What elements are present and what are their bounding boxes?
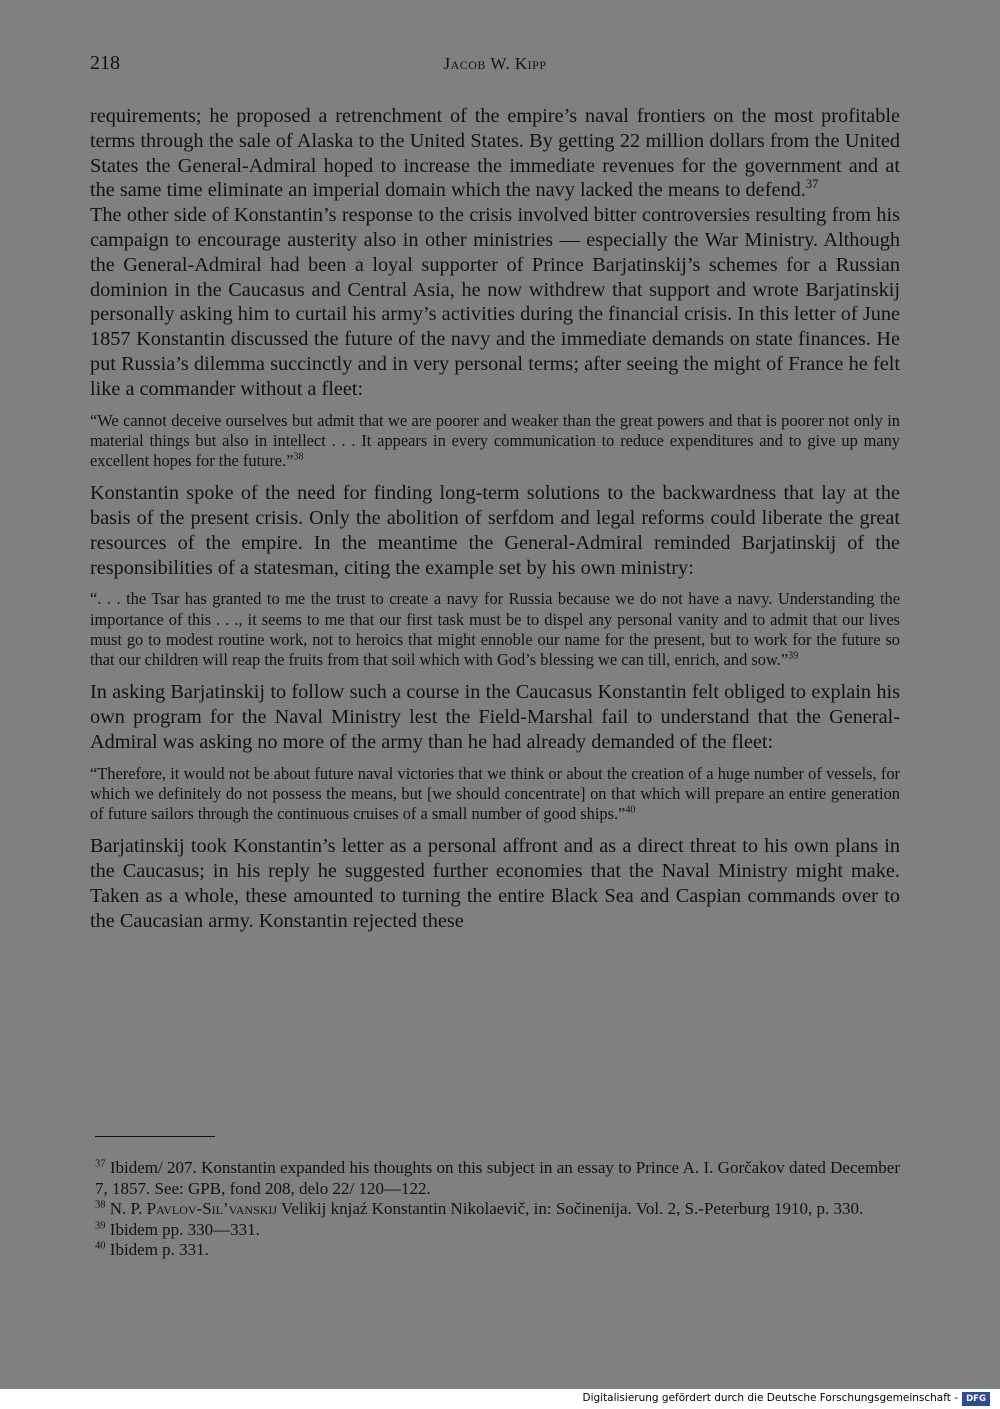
- footnote-rule: [95, 1136, 215, 1137]
- block-quote-1: [90, 411, 900, 472]
- paragraph-4: In asking Barjatinskij to follow such a course in the Caucasus Konstantin felt obliged to explain his own program for the Naval Ministry lest the Field-Marshal fail to understand that the General-Admiral was asking no more of the army than he had already demanded of the fleet:: [90, 681, 900, 753]
- footnotes: [95, 1158, 900, 1261]
- paragraph-3: Konstantin spoke of the need for finding long-term solutions to the backwardness that lay at the basis of the present crisis. Only the abolition of serfdom and legal reforms could liberate the great resources of the empire. In the meantime the General-Admiral reminded Barjatinskij of the responsibilities of a statesman, citing the example set by his own ministry:: [90, 482, 900, 579]
- footnote-text: Ibidem/ 207. Konstantin expanded his thoughts on this subject in an essay to Prince A. I. Gorčakov dated December 7, 1857. See: GPB, fond 208, delo 22/ 120—122.: [95, 1158, 901, 1198]
- footnote-ref-39: 39: [788, 650, 799, 662]
- running-head: Jacob W. Kipp: [443, 54, 547, 73]
- footnote-ref-38: 38: [293, 451, 304, 463]
- footnote-author: N. P. Pavlov-Sil’vanskij: [109, 1199, 278, 1219]
- footnote-text: Ibidem pp. 330—331.: [109, 1219, 260, 1239]
- footnote-number: 40: [95, 1240, 106, 1252]
- paragraph-2: The other side of Konstantin’s response to the crisis involved bitter controversies resulting from his campaign to encourage austerity also in other ministries — especially the War Ministry. Although the General-Admiral had been a loyal supporter of Prince Barjatinskij’s schemes for a Russian dominion in the Caucasus and Central Asia, he now withdrew that support and wrote Barjatinskij personally asking him to curtail his army’s activities during the financial crisis. In this letter of June 1857 Konstantin discussed the future of the navy and the immediate demands on state finances. He put Russia’s dilemma succinctly and in very personal terms; after seeing the might of France he felt like a commander without a fleet:: [90, 204, 900, 400]
- footnote-text: Ibidem p. 331.: [109, 1240, 209, 1260]
- footnote-ref-40: 40: [625, 804, 636, 816]
- block-quote-1-text: “We cannot deceive ourselves but admit that we are poorer and weaker than the great powers and that is poorer not only in material things but also in intellect . . . It appears in every communication to reduce expenditures and to give up many excellent hopes for the future.”: [90, 410, 900, 470]
- footnote-ref-37: 37: [805, 177, 819, 192]
- footnote-38: [95, 1199, 900, 1220]
- footnote-number: 38: [95, 1199, 106, 1211]
- dfg-logo: DFG: [962, 1392, 990, 1406]
- page-number: 218: [90, 52, 120, 74]
- footnote-text: Velikij knjaź Konstantin Nikolaevič, in: Sočinenija. Vol. 2, S.-Peterburg 1910, p. 330.: [277, 1199, 864, 1219]
- block-quote-3: [90, 764, 900, 825]
- funding-text: Digitalisierung gefördert durch die Deutsche Forschungsgemeinschaft -: [582, 1392, 958, 1404]
- footnote-number: 39: [95, 1220, 106, 1232]
- block-quote-2: [90, 589, 900, 670]
- paragraph-1-text: requirements; he proposed a retrenchment of the empire’s naval frontiers on the most profitable terms through the sale of Alaska to the United States. By getting 22 million dollars from the United States the General-Admiral hoped to increase the immediate revenues for the government and at the same time eliminate an imperial domain which the navy lacked the means to defend.: [90, 105, 900, 202]
- footnote-37: [95, 1158, 900, 1199]
- paragraph-1: [90, 104, 900, 203]
- footnote-40: [95, 1240, 900, 1261]
- page-header: [90, 52, 900, 80]
- funding-bar: [0, 1389, 1000, 1409]
- paragraph-5: Barjatinskij took Konstantin’s letter as a personal affront and as a direct threat to his own plans in the Caucasus; in his reply he suggested further economies that the Naval Ministry might make. Taken as a whole, these amounted to turning the entire Black Sea and Caspian commands over to the Caucasian army. Konstantin rejected these: [90, 835, 900, 932]
- block-quote-3-text: “Therefore, it would not be about future naval victories that we think or about the creation of a huge number of vessels, for which we definitely do not possess the means, but [we should concentrate] on that which will prepare an entire generation of future sailors through the continuous cruises of a small number of good ships.”: [90, 763, 900, 823]
- footnote-39: [95, 1220, 900, 1241]
- block-quote-2-text: “. . . the Tsar has granted to me the trust to create a navy for Russia because we do not have a navy. Understanding the importance of this . . ., it seems to me that our first task must be to dispel any personal vanity and to admit that our lives must go to modest routine work, not to heroics that might ennoble our name for the present, but to work for the future so that our children will reap the fruits from that soil which with God’s blessing we can till, enrich, and sow.”: [90, 589, 900, 669]
- footnote-number: 37: [95, 1158, 106, 1170]
- body-text: [90, 104, 900, 933]
